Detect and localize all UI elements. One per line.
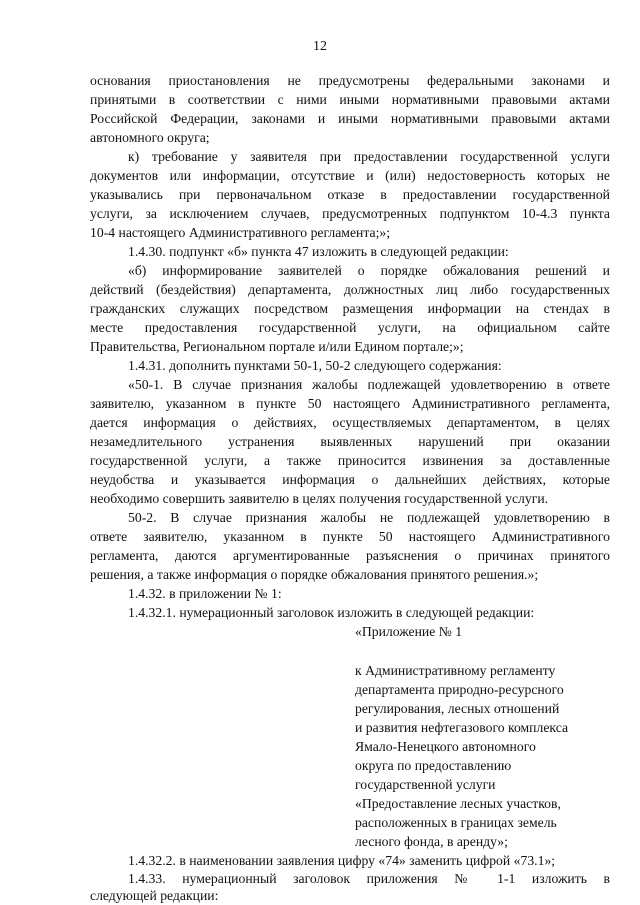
text-line: 50-2. В случае признания жалобы не подлежащей удовлетворению в (128, 510, 610, 525)
text-line: «б) информирование заявителей о порядке обжалования решений и (128, 263, 610, 278)
appendix-heading-line: «Приложение № 1 (355, 624, 463, 639)
text-line: следующей редакции: (90, 888, 219, 903)
text-line: к) требование у заявителя при предоставлении государственной услуги (128, 149, 610, 164)
text-line: 1.4.32.1. нумерационный заголовок изложить в следующей редакции: (128, 605, 535, 620)
text-line: «50-1. В случае признания жалобы подлежащей удовлетворению в ответе (128, 377, 610, 392)
appendix-heading-line: регулирования, лесных отношений (355, 701, 560, 716)
text-line: регламента, даются аргументированные разъяснения о причинах принятого (90, 548, 610, 563)
text-line: основания приостановления не предусмотрены федеральными законами и (90, 73, 610, 88)
appendix-heading-line: государственной услуги (355, 777, 496, 792)
text-line: неудобства и указывается информация о дальнейших действиях, которые (90, 472, 610, 487)
appendix-heading-line: «Предоставление лесных участков, (355, 796, 561, 811)
appendix-heading-line: и развития нефтегазового комплекса (355, 720, 569, 735)
appendix-heading-line: к Административному регламенту (355, 663, 556, 678)
text-line: необходимо совершить заявителю в целях получения государственной услуги. (90, 491, 549, 506)
text-line: незамедлительного устранения выявленных нарушений при оказании (90, 434, 610, 449)
appendix-heading-line: лесного фонда, в аренду»; (355, 834, 508, 849)
text-line: указывались при первоначальном отказе в предоставлении государственной (90, 187, 610, 202)
page-number: 12 (313, 39, 327, 54)
text-line: Российской Федерации, законами и иными нормативными правовыми актами (90, 111, 610, 126)
text-line: ответе заявителю, указанном в пункте 50 настоящего Административного (90, 529, 610, 544)
appendix-heading-line: департамента природно-ресурсного (355, 682, 564, 697)
text-line: Правительства, Региональном портале и/или Едином портале;»; (90, 339, 464, 354)
text-line: действий (бездействия) департамента, должностных лиц либо государственных (90, 282, 610, 297)
text-line: 1.4.32.2. в наименовании заявления цифру «74» заменить цифрой «73.1»; (128, 853, 556, 868)
text-line: принятыми в соответствии с ними иными нормативными правовыми актами (90, 92, 610, 107)
text-line: гражданских служащих посредством размещения информации на стендах в (90, 301, 610, 316)
text-line: 10-4 настоящего Административного регламента;»; (90, 225, 391, 240)
text-line: 1.4.31. дополнить пунктами 50-1, 50-2 следующего содержания: (128, 358, 502, 373)
text-line: 1.4.33. нумерационный заголовок приложения № 1-1 изложить в (128, 871, 610, 886)
text-line: месте предоставления государственной услуги, на официальном сайте (90, 320, 610, 335)
text-line: дается информация о действиях, осуществляемых департаментом, в целях (90, 415, 610, 430)
text-line: заявителю, указанном в пункте 50 настоящего Административного регламента, (90, 396, 610, 411)
text-line: 1.4.30. подпункт «б» пункта 47 изложить в следующей редакции: (128, 244, 509, 259)
appendix-heading-line: округа по предоставлению (355, 758, 512, 773)
text-line: государственной услуги, а также приносится извинения за доставленные (90, 453, 610, 468)
text-line: автономного округа; (90, 130, 210, 145)
text-line: документов или информации, отсутствие и (или) недостоверность которых не (90, 168, 610, 183)
appendix-heading-line: расположенных в границах земель (355, 815, 557, 830)
text-line: услуги, за исключением случаев, предусмотренных подпунктом 10-4.3 пункта (90, 206, 610, 221)
text-line: 1.4.32. в приложении № 1: (128, 586, 282, 601)
appendix-heading-line: Ямало-Ненецкого автономного (355, 739, 536, 754)
text-line: решения, а также информация о порядке обжалования принятого решения.»; (90, 567, 539, 582)
